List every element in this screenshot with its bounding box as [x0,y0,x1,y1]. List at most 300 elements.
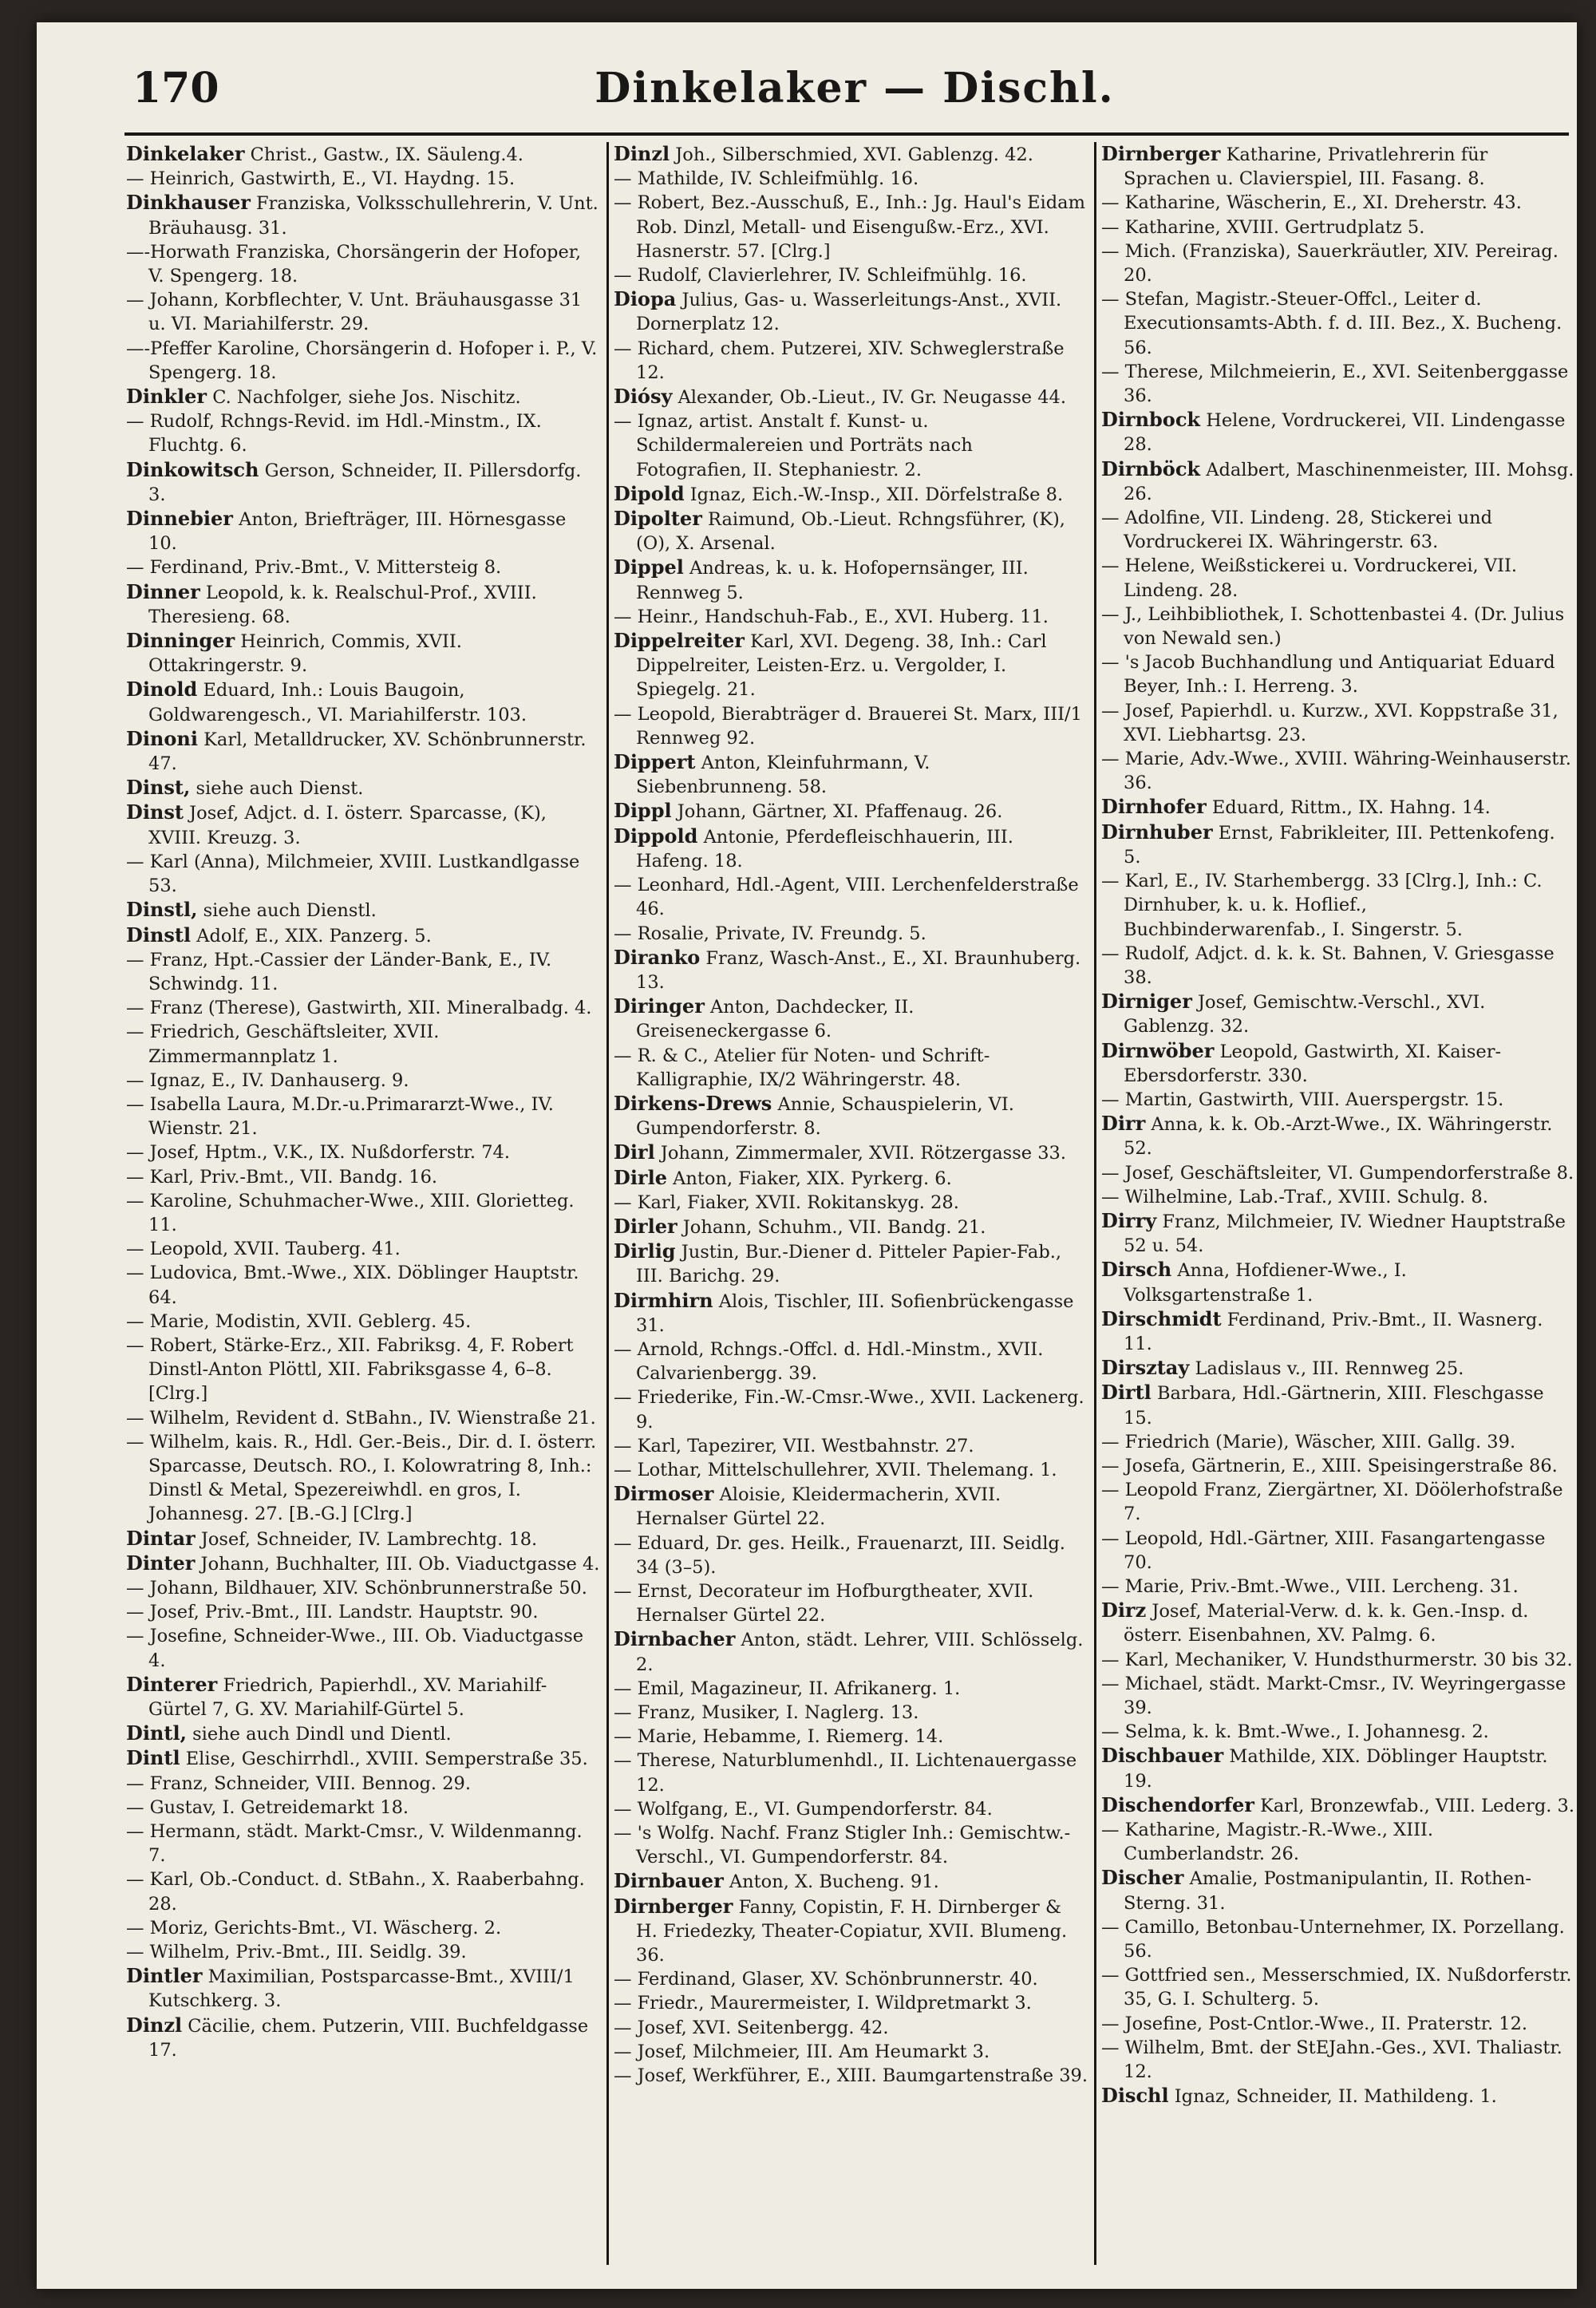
directory-entry [126,1334,600,1406]
entry-details: Anna, k. k. Ob.-Arzt-Wwe., IX. Währingerstr. 52. [1124,1114,1553,1160]
entry-details: siehe auch Dindl und Dientl. [192,1724,452,1745]
running-head: Dinkelaker — Dischl. [595,64,1115,113]
entry-surname: Dirz [1101,1599,1147,1622]
entry-details: — Katharine, Wäscherin, E., XI. Dreherstr. 43. [1101,192,1522,214]
entry-details: — Rudolf, Rchngs-Revid. im Hdl.-Minstm., IX. Fluchtg. 6. [126,411,542,456]
entry-details: — Gustav, I. Getreidemarkt 18. [126,1796,409,1818]
directory-entry [126,923,600,948]
directory-entry [614,191,1088,263]
directory-entry [126,1093,600,1140]
directory-entry [614,994,1088,1043]
entry-details: — Katharine, Magistr.-R.-Wwe., XIII. Cumberlandstr. 26. [1101,1820,1434,1865]
entry-surname: Dirnberger [614,1894,733,1918]
directory-entry [1101,990,1575,1038]
directory-entry [126,850,600,898]
directory-entry [1101,457,1575,506]
entry-details: Friedrich, Papierhdl., XV. Mariahilf-Gürtel 7, G. XV. Mariahilf-Gürtel 5. [148,1674,547,1720]
entry-details: — Richard, chem. Putzerei, XIV. Schweglerstraße 12. [614,338,1065,383]
entry-details: — Wilhelm, kais. R., Hdl. Ger.-Beis., Dir. d. I. österr. Sparcasse, Deutsch. RO., I. Kolowratring 8, Inh.: Dinstl & Metal, Spezereiwhdl. en gros, I. Johannesg. 27. [B.-G.] [Clrg.] [126,1431,597,1525]
entry-details: Ladislaus v., III. Rennweg 25. [1195,1358,1464,1380]
entry-details: Raimund, Ob.-Lieut. Rchngsführer, (K), (O), X. Arsenal. [636,509,1065,555]
entry-details: Barbara, Hdl.-Gärtnerin, XIII. Fleschgasse 15. [1124,1383,1544,1429]
directory-entry [1101,1720,1575,1744]
entry-details: — Karl, Tapezirer, VII. Westbahnstr. 27. [614,1435,974,1456]
entry-details: Leopold, Gastwirth, XI. Kaiser-Ebersdorferstr. 330. [1124,1041,1502,1086]
entry-details: Eduard, Inh.: Louis Baugoin, Goldwarengesch., VI. Mariahilferstr. 103. [148,680,527,725]
directory-entry [126,240,600,288]
entry-surname: Dinninger [126,629,235,653]
entry-surname: Dirmhirn [614,1288,713,1312]
directory-entry [1101,1915,1575,1963]
directory-entry [614,1166,1088,1191]
directory-entry [126,191,600,239]
directory-entry [614,482,1088,507]
entry-details: Franz, Wasch-Anst., E., XI. Braunhuberg. 13. [636,947,1081,993]
entry-details: — Michael, städt. Markt-Cmsr., IV. Weyringergasse 39. [1101,1673,1566,1718]
directory-entry [614,1579,1088,1627]
entry-surname: Diranko [614,945,701,969]
entry-details: — Friederike, Fin.-W.-Cmsr.-Wwe., XVII. Lackenerg. 9. [614,1387,1084,1433]
directory-entry [1101,1161,1575,1185]
directory-entry [126,288,600,336]
entry-details: Johann, Schuhm., VII. Bandg. 21. [682,1216,986,1238]
directory-entry [614,605,1088,629]
directory-entry [614,263,1088,287]
entry-surname: Diósy [614,385,673,409]
entry-details: — Karl, E., IV. Starhembergg. 33 [Clrg.], Inh.: C. Dirnhuber, k. u. k. Hoflief., Buchbinderwarenfab., I. Singerstr. 5. [1101,871,1543,940]
entry-details: — Friedrich (Marie), Wäscher, XIII. Gallg. 39. [1101,1431,1516,1452]
directory-entry [126,1916,600,1940]
directory-entry [1101,191,1575,215]
directory-entry [126,1624,600,1672]
entry-surname: Dirry [1101,1208,1157,1232]
entry-details: Josef, Schneider, IV. Lambrechtg. 18. [200,1528,538,1550]
column-2 [614,142,1088,2265]
directory-entry [126,1189,600,1237]
entry-details: — Martin, Gastwirth, VIII. Auerspergstr. 15. [1101,1089,1504,1110]
directory-entry [1101,554,1575,602]
directory-entry [1101,1963,1575,2011]
entry-details: Anton, Briefträger, III. Hörnesgasse 10. [148,509,567,555]
directory-entry [1101,1744,1575,1792]
entry-surname: Dippl [614,799,672,823]
directory-entry [126,1406,600,1430]
column-3 [1101,142,1575,2265]
entry-surname: Dinner [126,579,200,603]
entry-details: — R. & C., Atelier für Noten- und Schrift-Kalligraphie, IX/2 Währingerstr. 48. [614,1045,990,1090]
entry-details: — Josef, Geschäftsleiter, VI. Gumpendorferstraße 8. [1101,1162,1574,1184]
directory-entry [126,1310,600,1334]
entry-surname: Dirlig [614,1239,676,1263]
entry-surname: Dirnwöber [1101,1038,1215,1062]
directory-entry [1101,1307,1575,1356]
directory-entry [1101,1599,1575,1647]
entry-surname: Dirkens-Drews [614,1091,772,1115]
directory-entry [126,800,600,849]
directory-entry [1101,1672,1575,1720]
directory-entry [126,1261,600,1309]
directory-entry [1101,142,1575,191]
entry-details: Karl, Bronzewfab., VIII. Lederg. 3. [1260,1795,1575,1816]
entry-details: Franziska, Volksschullehrerin, V. Unt. Bräuhausg. 31. [148,193,598,239]
directory-entry [614,922,1088,946]
directory-entry [1101,1088,1575,1112]
directory-entry [1101,1575,1575,1599]
directory-entry [1101,1527,1575,1575]
directory-entry [1101,1478,1575,1526]
entry-details: Aloisie, Kleidermacherin, XVII. Hernalser Gürtel 22. [636,1484,1001,1530]
entry-details: — Johann, Bildhauer, XIV. Schönbrunnerstraße 50. [126,1577,587,1599]
entry-details: — 's Wolfg. Nachf. Franz Stigler Inh.: Gemischtw.-Verschl., VI. Gumpendorferstr. 84. [614,1823,1071,1868]
directory-entry [1101,1356,1575,1381]
entry-details: — Marie, Modistin, XVII. Geblerg. 45. [126,1310,472,1332]
entry-details: — Moriz, Gerichts-Bmt., VI. Wäscherg. 2. [126,1917,502,1938]
entry-surname: Dinstl [126,923,192,947]
entry-surname: Dischbauer [1101,1744,1224,1768]
entry-details: — Selma, k. k. Bmt.-Wwe., I. Johannesg. 2. [1101,1721,1489,1743]
entry-surname: Dirr [1101,1112,1146,1136]
directory-entry [1101,1381,1575,1429]
directory-entry [614,824,1088,873]
directory-entry [614,385,1088,409]
directory-entry [614,1725,1088,1749]
entry-surname: Discher [1101,1866,1184,1890]
entry-details: Elise, Geschirrhdl., XVIII. Semperstraße 35. [185,1749,588,1770]
directory-entry [1101,1818,1575,1866]
entry-details: — 's Jacob Buchhandlung und Antiquariat Eduard Beyer, Inh.: I. Herreng. 3. [1101,652,1555,698]
directory-entry [126,1673,600,1721]
entry-surname: Dirschmidt [1101,1306,1222,1330]
entry-details: — Therese, Naturblumenhdl., II. Lichtenauergasse 12. [614,1750,1077,1796]
directory-entry [614,1092,1088,1140]
entry-details: Johann, Zimmermaler, XVII. Rötzergasse 33. [660,1143,1066,1164]
entry-surname: Dinkowitsch [126,457,259,481]
entry-details: — Katharine, XVIII. Gertrudplatz 5. [1101,216,1425,238]
entry-details: Anna, Hofdiener-Wwe., I. Volksgartenstraße 1. [1124,1260,1407,1306]
directory-entry [614,873,1088,921]
entry-details: Anton, Fiaker, XIX. Pyrkerg. 6. [673,1168,952,1189]
directory-entry [126,2014,600,2062]
entry-details: — Friedrich, Geschäftsleiter, XVII. Zimmermannplatz 1. [126,1022,440,1067]
entry-details: — Camillo, Betonbau-Unternehmer, IX. Porzellang. 56. [1101,1916,1565,1962]
directory-entry [126,555,600,579]
entry-details: — Robert, Bez.-Ausschuß, E., Inh.: Jg. Haul's Eidam Rob. Dinzl, Metall- und Eisengußw.-Erz., XVI. Hasnerstr. 57. [Clrg.] [614,192,1085,262]
directory-entry [614,1215,1088,1239]
directory-entry [126,142,600,167]
directory-entry [126,409,600,457]
entry-details: — Karl, Mechaniker, V. Hundsthurmerstr. 30 bis 32. [1101,1649,1573,1670]
directory-entry [126,1600,600,1624]
directory-entry [126,1772,600,1796]
entry-surname: Dirl [614,1140,655,1164]
directory-entry [1101,747,1575,795]
directory-entry [126,1940,600,1964]
entry-details: Adolf, E., XIX. Panzerg. 5. [196,925,432,947]
entry-details: Christ., Gastw., IX. Säuleng.4. [250,144,523,165]
entry-details: siehe auch Dienst. [196,778,364,800]
directory-entry [126,1165,600,1189]
entry-details: Katharine, Privatlehrerin für Sprachen u. Clavierspiel, III. Fasang. 8. [1124,144,1488,190]
directory-entry [126,1430,600,1527]
entry-details: — Mich. (Franziska), Sauerkräutler, XIV. Pereirag. 20. [1101,240,1558,287]
directory-entry [1101,650,1575,698]
entry-details: — Franz, Schneider, VIII. Bennog. 29. [126,1772,471,1794]
entry-details: Heinrich, Commis, XVII. Ottakringerstr. 9. [148,631,462,677]
directory-entry [614,1482,1088,1531]
entry-details: — Johann, Korbflechter, V. Unt. Bräuhausgasse 31 u. VI. Mariahilferstr. 29. [126,290,583,335]
directory-entry [614,1991,1088,2015]
directory-entry [1101,1866,1575,1915]
entry-surname: Dirtl [1101,1381,1152,1405]
entry-details: Ernst, Fabrikleiter, III. Pettenkofeng. 5. [1124,822,1555,867]
directory-entry [126,1867,600,1915]
directory-entry [126,898,600,923]
directory-entry [614,167,1088,191]
directory-entry [126,1964,600,2013]
entry-surname: Dinst, [126,776,191,800]
directory-entry [614,1239,1088,1288]
directory-entry [126,727,600,776]
entry-details: Annie, Schauspielerin, VI. Gumpendorferstr. 8. [636,1093,1014,1140]
entry-surname: Dippel [614,555,684,579]
entry-details: — Wilhelm, Bmt. der StEJahn.-Ges., XVI. Thaliastr. 12. [1101,2037,1562,2083]
directory-entry [126,1140,600,1164]
entry-details: — Karl, Fiaker, XVII. Rokitanskyg. 28. [614,1192,959,1213]
entry-details: Karl, XVI. Degeng. 38, Inh.: Carl Dippelreiter, Leisten-Erz. u. Vergolder, I. Spiegelg. 21. [636,631,1047,701]
directory-entry [614,1895,1088,1968]
entry-details: — Franz, Musiker, I. Naglerg. 13. [614,1702,919,1723]
entry-details: — Robert, Stärke-Erz., XII. Fabriksg. 4, F. Robert Dinstl-Anton Plöttl, XII. Fabriksgasse 4, 6–8. [Clrg.] [126,1334,574,1405]
entry-details: Anton, X. Bucheng. 91. [729,1871,939,1893]
entry-details: — Josefa, Gärtnerin, E., XIII. Speisingerstraße 86. [1101,1455,1558,1476]
entry-surname: Dinstl, [126,898,198,922]
entry-details: Adalbert, Maschinenmeister, III. Mohsg. 26. [1124,459,1574,504]
directory-entry [614,1967,1088,1991]
entry-details: siehe auch Dienstl. [203,900,377,922]
directory-entry [614,1821,1088,1869]
directory-entry [126,1746,600,1771]
entry-surname: Dintar [126,1526,196,1550]
entry-details: — Emil, Magazineur, II. Afrikanerg. 1. [614,1678,961,1699]
entry-surname: Dinkhauser [126,191,251,215]
directory-entry [126,1237,600,1261]
directory-entry [126,1820,600,1867]
directory-entry [1101,603,1575,650]
directory-entry [1101,239,1575,287]
directory-entry [126,1796,600,1820]
entry-details: — Leonhard, Hdl.-Agent, VIII. Lerchenfelderstraße 46. [614,875,1079,920]
entry-details: Helene, Vordruckerei, VII. Lindengasse 28. [1124,410,1566,456]
directory-entry [1101,1112,1575,1160]
header-rule [124,132,1569,136]
directory-entry [1101,408,1575,456]
entry-surname: Dinter [126,1551,196,1575]
directory-entry [614,1869,1088,1894]
directory-entry [126,948,600,996]
entry-surname: Dippert [614,750,696,774]
entry-surname: Dirle [614,1165,667,1189]
directory-entry [614,337,1088,385]
directory-entry [1101,287,1575,360]
entry-surname: Dinkler [126,385,207,409]
entry-details: — Wilhelm, Revident d. StBahn., IV. Wienstraße 21. [126,1407,596,1429]
entry-details: Cäcilie, chem. Putzerin, VIII. Buchfeldgasse 17. [148,2015,589,2061]
entry-details: — Leopold, Hdl.-Gärtner, XIII. Fasangartengasse 70. [1101,1527,1546,1573]
entry-surname: Dirnbacher [614,1627,736,1651]
entry-details: Antonie, Pferdefleischhauerin, III. Hafeng. 18. [636,826,1013,871]
entry-surname: Dirniger [1101,990,1192,1014]
directory-entry [1101,1430,1575,1454]
entry-surname: Dirmoser [614,1482,714,1506]
directory-entry [1101,360,1575,408]
directory-entry [126,167,600,191]
entry-details: Maximilian, Postsparcasse-Bmt., XVIII/1 Kutschkerg. 3. [148,1966,575,2012]
entry-details: — Wilhelmine, Lab.-Traf., XVIII. Schulg. 8. [1101,1186,1488,1207]
entry-details: Gerson, Schneider, II. Pillersdorfg. 3. [148,460,582,505]
directory-entry [614,409,1088,482]
directory-entry [126,507,600,555]
entry-details: — Heinrich, Gastwirth, E., VI. Haydng. 15. [126,168,516,190]
directory-entry [1101,795,1575,820]
entry-details: — Josef, XVI. Seitenbergg. 42. [614,2017,889,2038]
entry-details: — Ludovica, Bmt.-Wwe., XIX. Döblinger Hauptstr. 64. [126,1263,579,1308]
entry-details: Justin, Bur.-Diener d. Pitteler Papier-Fab., III. Barichg. 29. [636,1242,1062,1287]
directory-entry [126,629,600,678]
directory-entry [1101,1454,1575,1478]
entry-details: — Josef, Werkführer, E., XIII. Baumgartenstraße 39. [614,2065,1088,2087]
entry-details: Franz, Milchmeier, IV. Wiedner Hauptstraße 52 u. 54. [1124,1211,1566,1257]
directory-entry [614,1677,1088,1701]
entry-details: — Franz (Therese), Gastwirth, XII. Mineralbadg. 4. [126,998,592,1019]
entry-details: — Rudolf, Adjct. d. k. k. St. Bahnen, V. Griesgasse 38. [1101,943,1555,988]
directory-entry [614,2040,1088,2064]
directory-entry [614,2064,1088,2088]
directory-entry [1101,1209,1575,1258]
directory-entry [614,507,1088,555]
directory-entry [126,385,600,409]
directory-entry [614,702,1088,750]
column-divider [1094,142,1096,2265]
entry-details: — Ferdinand, Priv.-Bmt., V. Mittersteig 8. [126,557,502,579]
directory-entry [1101,1258,1575,1306]
directory-entry [1101,820,1575,869]
directory-entry [614,1140,1088,1165]
entry-surname: Dischl [1101,2084,1169,2108]
entry-surname: Dintler [126,1964,203,1988]
entry-details: — Rosalie, Private, IV. Freundg. 5. [614,923,926,944]
entry-surname: Dinold [126,678,198,701]
column-divider [606,142,609,2265]
entry-surname: Dinoni [126,726,198,750]
entry-details: C. Nachfolger, siehe Jos. Nischitz. [212,387,521,409]
directory-entry [126,678,600,726]
directory-entry [1101,2084,1575,2108]
entry-surname: Dinst [126,800,184,824]
entry-details: — Ferdinand, Glaser, XV. Schönbrunnerstr. 40. [614,1969,1038,1990]
directory-entry [126,1576,600,1600]
entry-surname: Dirsch [1101,1258,1172,1282]
entry-details: — Leopold, Bierabträger d. Brauerei St. Marx, III/1 Rennweg 92. [614,703,1082,749]
entry-details: — Josef, Milchmeier, III. Am Heumarkt 3. [614,2041,990,2062]
directory-entry [614,1191,1088,1215]
entry-details: — J., Leihbibliothek, I. Schottenbastei 4. (Dr. Julius von Newald sen.) [1101,603,1565,650]
entry-details: — Mathilde, IV. Schleifmühlg. 16. [614,168,919,190]
entry-details: — Josefine, Schneider-Wwe., III. Ob. Viaductgasse 4. [126,1626,584,1671]
entry-details: — Karl (Anna), Milchmeier, XVIII. Lustkandlgasse 53. [126,851,580,897]
entry-details: — Marie, Adv.-Wwe., XVIII. Währing-Weinhauserstr. 36. [1101,749,1571,794]
entry-details: Mathilde, XIX. Döblinger Hauptstr. 19. [1124,1746,1548,1792]
directory-entry [614,1044,1088,1092]
entry-surname: Dinterer [126,1672,218,1696]
entry-surname: Dirsztay [1101,1356,1190,1380]
entry-details: — Lothar, Mittelschullehrer, XVII. Thelemang. 1. [614,1459,1057,1480]
entry-details: Anton, Kleinfuhrmann, V. Siebenbrunneng. 58. [636,753,930,798]
entry-details: — Ernst, Decorateur im Hofburgtheater, XVII. Hernalser Gürtel 22. [614,1580,1034,1626]
directory-entry [614,750,1088,799]
entry-details: — Eduard, Dr. ges. Heilk., Frauenarzt, III. Seidlg. 34 (3–5). [614,1532,1065,1578]
entry-details: Johann, Buchhalter, III. Ob. Viaductgasse 4. [200,1553,600,1575]
directory-entry [126,1069,600,1093]
entry-surname: Dinnebier [126,507,233,531]
entry-details: — Gottfried sen., Messerschmied, IX. Nußdorferstr. 35, G. I. Schulterg. 5. [1101,1965,1572,2010]
directory-entry [614,1458,1088,1482]
entry-details: — Karl, Priv.-Bmt., VII. Bandg. 16. [126,1166,438,1188]
entry-surname: Dinzl [126,2013,183,2037]
directory-entry [126,1020,600,1068]
entry-details: — Josef, Papierhdl. u. Kurzw., XVI. Koppstraße 31, XVI. Liebhartsg. 23. [1101,700,1558,745]
entry-details: — Wilhelm, Priv.-Bmt., III. Seidlg. 39. [126,1942,467,1963]
entry-details: Leopold, k. k. Realschul-Prof., XVIII. Theresieng. 68. [148,582,537,627]
entry-surname: Dischendorfer [1101,1792,1254,1816]
entry-details: — Karl, Ob.-Conduct. d. StBahn., X. Raaberbahng. 28. [126,1869,585,1915]
column-1 [126,142,600,2265]
entry-details: Fanny, Copistin, F. H. Dirnberger & H. Friedezky, Theater-Copiatur, XVII. Blumeng. 36. [636,1896,1068,1966]
entry-details: Alexander, Ob.-Lieut., IV. Gr. Neugasse 44. [678,387,1066,409]
entry-details: — Arnold, Rchngs.-Offcl. d. Hdl.-Minstm., XVII. Calvarienbergg. 39. [614,1338,1044,1385]
entry-details: — Hermann, städt. Markt-Cmsr., V. Wildenmanng. 7. [126,1821,583,1867]
directory-entry [614,1338,1088,1385]
entry-surname: Dirnhuber [1101,820,1213,844]
entry-details: Anton, städt. Lehrer, VIII. Schlösselg. 2. [636,1630,1084,1675]
entry-surname: Dirnhofer [1101,795,1207,819]
directory-entry [614,2016,1088,2040]
entry-details: — Friedr., Maurermeister, I. Wildpretmarkt 3. [614,1993,1032,2014]
entry-details: Julius, Gas- u. Wasserleitungs-Anst., XVII. Dornerplatz 12. [636,290,1062,335]
directory-entry [614,946,1088,994]
entry-details: Andreas, k. u. k. Hofopernsänger, III. Rennweg 5. [636,558,1029,603]
entry-surname: Dipolter [614,507,702,531]
directory-entry [126,1551,600,1576]
directory-entry [614,1531,1088,1579]
directory-entry [126,1527,600,1551]
entry-details: — Josef, Priv.-Bmt., III. Landstr. Hauptstr. 90. [126,1602,539,1623]
entry-details: Alois, Tischler, III. Sofienbrückengasse 31. [636,1290,1074,1336]
directory-entry [614,629,1088,702]
entry-surname: Diringer [614,994,705,1018]
page-number: 170 [132,64,219,113]
directory-entry [1101,1648,1575,1672]
directory-entry [126,458,600,507]
entry-details: — Adolfine, VII. Lindeng. 28, Stickerei und Vordruckerei IX. Währingerstr. 63. [1101,508,1492,553]
entry-details: — Stefan, Magistr.-Steuer-Offcl., Leiter d. Executionsamts-Abth. f. d. III. Bez., X. Bucheng. 56. [1101,289,1562,358]
entry-details: — Franz, Hpt.-Cassier der Länder-Bank, E., IV. Schwindg. 11. [126,949,552,994]
entry-surname: Dirnberger [1101,142,1221,165]
entry-details: Ferdinand, Priv.-Bmt., II. Wasnerg. 11. [1124,1309,1543,1354]
directory-entry [614,1797,1088,1821]
entry-details: —-Pfeffer Karoline, Chorsängerin d. Hofoper i. P., V. Spengerg. 18. [126,338,598,383]
directory-entry [614,142,1088,167]
entry-details: — Karoline, Schuhmacher-Wwe., XIII. Glorietteg. 11. [126,1190,575,1235]
